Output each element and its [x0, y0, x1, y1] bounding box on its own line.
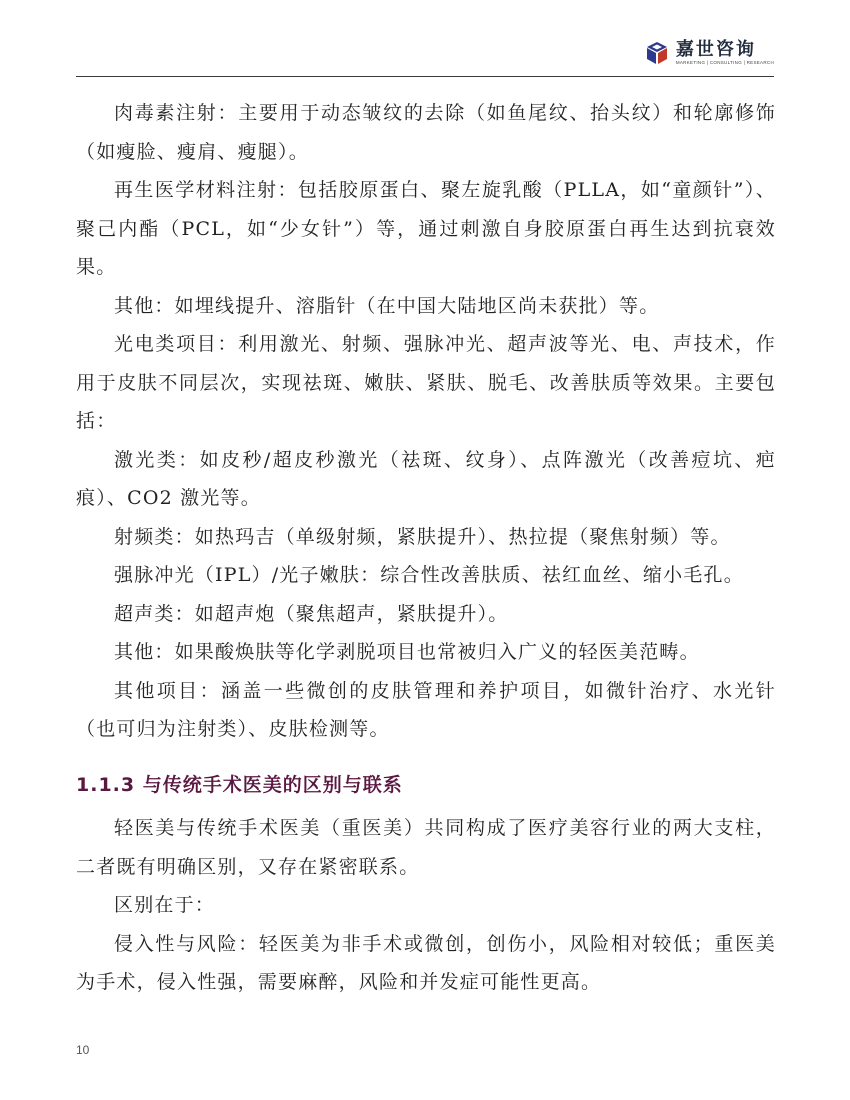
cube-logo-icon [644, 40, 670, 66]
paragraph: 射频类：如热玛吉（单级射频，紧肤提升）、热拉提（聚焦射频）等。 [114, 525, 731, 548]
body-text-top [76, 94, 776, 749]
paragraph: 肉毒素注射：主要用于动态皱纹的去除（如鱼尾纹、抬头纹）和轮廓修饰（如瘦脸、瘦肩、瘦腿）。 [76, 102, 776, 163]
paragraph: 轻医美与传统手术医美（重医美）共同构成了医疗美容行业的两大支柱，二者既有明确区别，又存在紧密联系。 [76, 817, 776, 878]
paragraph: 侵入性与风险：轻医美为非手术或微创，创伤小，风险相对较低；重医美为手术，侵入性强，需要麻醉，风险和并发症可能性更高。 [76, 932, 776, 993]
paragraph: 强脉冲光（IPL）/光子嫩肤：综合性改善肤质、祛红血丝、缩小毛孔。 [114, 564, 744, 586]
page-header [76, 30, 774, 77]
paragraph: 区别在于： [114, 894, 216, 916]
paragraph: 激光类：如皮秒/超皮秒激光（祛斑、纹身）、点阵激光（改善痘坑、疤痕）、CO2 激光等。 [76, 448, 776, 509]
brand-name: 嘉世咨询 [675, 39, 756, 60]
paragraph: 其他：如果酸焕肤等化学剥脱项目也常被归入广义的轻医美范畴。 [114, 641, 700, 663]
paragraph: 再生医学材料注射：包括胶原蛋白、聚左旋乳酸（PLLA，如“童颜针”）、聚己内酯（PCL，如“少女针”）等，通过刺激自身胶原蛋白再生达到抗衰效果。 [76, 179, 776, 278]
paragraph: 其他：如埋线提升、溶脂针（在中国大陆地区尚未获批）等。 [114, 294, 660, 317]
brand-logo [644, 36, 774, 70]
paragraph: 超声类：如超声炮（聚焦超声，紧肤提升）。 [114, 602, 509, 625]
paragraph: 光电类项目：利用激光、射频、强脉冲光、超声波等光、电、声技术，作用于皮肤不同层次，实现祛斑、嫩肤、紧肤、脱毛、改善肤质等效果。主要包括： [76, 333, 776, 432]
section-heading: 1.1.3 与传统手术医美的区别与联系 [76, 774, 403, 796]
brand-tagline: MARKETING | CONSULTING | RESEARCH [675, 60, 774, 65]
body-text-bottom [76, 809, 776, 1002]
page-number: 10 [76, 1043, 90, 1057]
paragraph: 其他项目：涵盖一些微创的皮肤管理和养护项目，如微针治疗、水光针（也可归为注射类）、皮肤检测等。 [76, 679, 776, 740]
